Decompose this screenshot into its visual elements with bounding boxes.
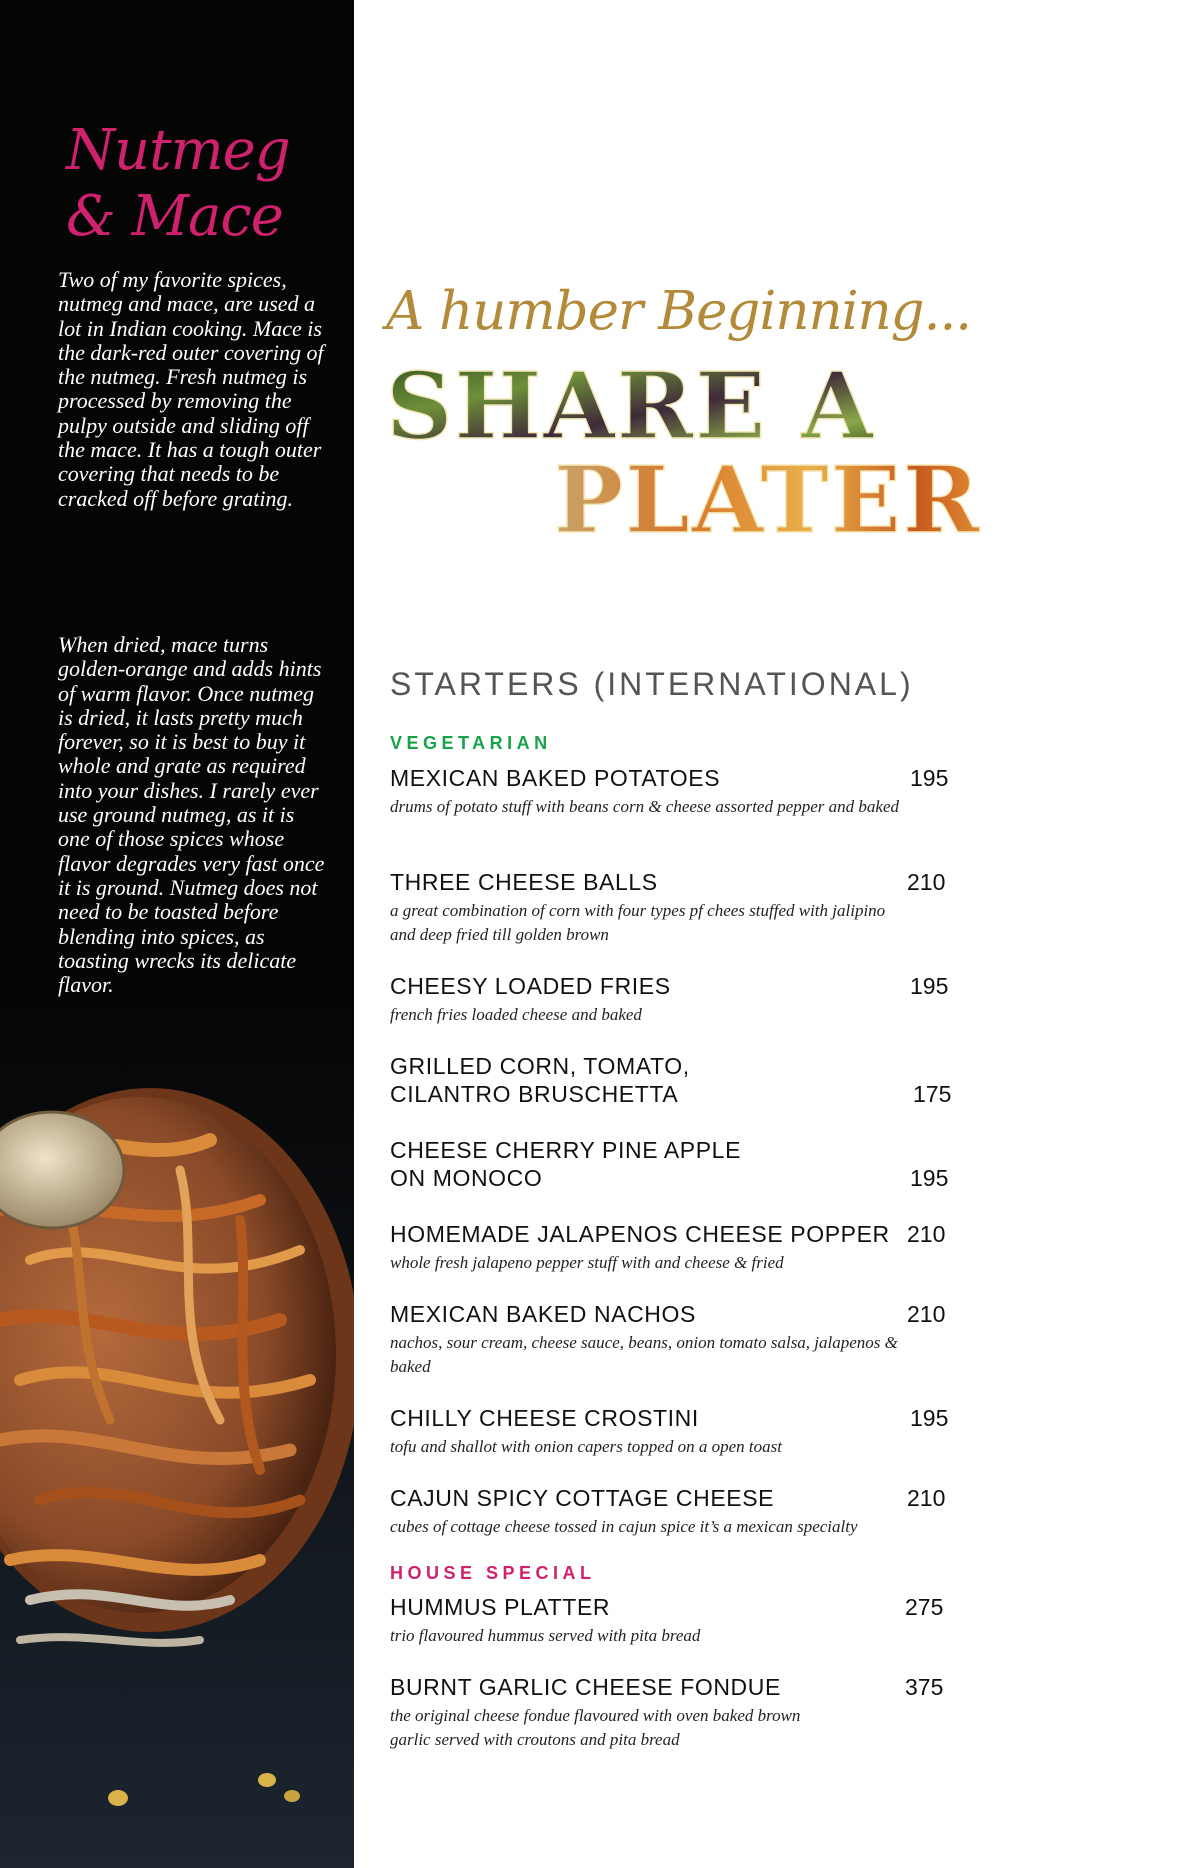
- menu-item-description: the original cheese fondue flavoured with oven baked brown garlic served with croutons and pita bread: [390, 1706, 801, 1749]
- menu-item-description: french fries loaded cheese and baked: [390, 1005, 642, 1024]
- menu-item: [390, 1300, 960, 1379]
- menu-item-price: 175: [913, 1081, 952, 1107]
- menu-item: [390, 972, 960, 1027]
- menu-item-price: 210: [907, 869, 946, 895]
- menu-item: [390, 764, 960, 819]
- menu-item-name: THREE CHEESE BALLS: [390, 869, 658, 895]
- banner-line-1: SHARE A: [386, 356, 875, 460]
- menu-item-description: trio flavoured hummus served with pita bread: [390, 1626, 701, 1645]
- menu-item-name: CHILLY CHEESE CROSTINI: [390, 1405, 699, 1431]
- menu-item-price: 375: [905, 1674, 944, 1700]
- menu-item-description: whole fresh jalapeno pepper stuff with and cheese & fried: [390, 1253, 784, 1272]
- menu-item-description: drums of potato stuff with beans corn & cheese assorted pepper and baked: [390, 797, 900, 816]
- menu-item-name: MEXICAN BAKED POTATOES: [390, 765, 721, 791]
- menu-item-price: 210: [907, 1485, 946, 1511]
- sidebar-title: Nutmeg & Mace: [66, 118, 290, 249]
- menu-item-price: 195: [910, 1165, 949, 1191]
- sidebar-paragraph-1: Two of my favorite spices, nutmeg and mace, are used a lot in Indian cooking. Mace is the dark-red outer covering of the nutmeg. Fresh nutmeg is processed by removing the pulpy outside and sliding off the mace. It has a tough outer covering that needs to be cracked off before grating.: [58, 267, 324, 511]
- menu-item-name: HUMMUS PLATTER: [390, 1594, 611, 1620]
- menu-item-name: CAJUN SPICY COTTAGE CHEESE: [390, 1485, 775, 1511]
- section-title: STARTERS (INTERNATIONAL): [390, 666, 914, 702]
- menu-item: [390, 1136, 960, 1192]
- menu-item-price: 195: [910, 1405, 949, 1431]
- menu-item: [390, 868, 960, 947]
- menu-item-price: 210: [907, 1221, 946, 1247]
- menu-item-name: CHEESE CHERRY PINE APPLE ON MONOCO: [390, 1137, 742, 1191]
- menu-item: [390, 1052, 960, 1108]
- category-vegetarian: VEGETARIAN: [390, 733, 552, 753]
- menu-item-description: nachos, sour cream, cheese sauce, beans, onion tomato salsa, jalapenos & baked: [390, 1333, 898, 1376]
- category-house-special: HOUSE SPECIAL: [390, 1563, 596, 1583]
- menu-item: [390, 1484, 960, 1539]
- menu-item-name: HOMEMADE JALAPENOS CHEESE POPPER: [390, 1221, 890, 1247]
- menu-item: [390, 1404, 960, 1459]
- menu-item-description: cubes of cottage cheese tossed in cajun spice it’s a mexican specialty: [390, 1517, 858, 1536]
- menu-item-price: 195: [910, 765, 949, 791]
- sidebar-paragraph-2: When dried, mace turns golden-orange and adds hints of warm flavor. Once nutmeg is dried, it lasts pretty much forever, so it is best to buy it whole and grate as required into your dishes. I rarely ever use ground nutmeg, as it is one of those spices whose flavor degrades very fast once it is ground. Nutmeg does not need to be toasted before blending into spices, as toasting wrecks its delicate flavor.: [58, 632, 325, 998]
- menu-item-name: MEXICAN BAKED NACHOS: [390, 1301, 696, 1327]
- menu-item-description: a great combination of corn with four types pf chees stuffed with jalipino and deep fried till golden brown: [390, 901, 886, 944]
- menu-item-name: BURNT GARLIC CHEESE FONDUE: [390, 1674, 781, 1700]
- menu-item: [390, 1673, 960, 1752]
- banner-line-2: PLATER: [554, 446, 982, 540]
- menu-item-price: 275: [905, 1594, 944, 1620]
- sidebar-panel: [0, 0, 354, 1868]
- share-a-plater-banner: [386, 356, 1006, 540]
- menu-item-name: GRILLED CORN, TOMATO, CILANTRO BRUSCHETTA: [390, 1053, 690, 1107]
- menu-item-description: tofu and shallot with onion capers topped on a open toast: [390, 1437, 782, 1456]
- nutmeg-mace-bowl-photo: [0, 1000, 354, 1868]
- tagline: A humber Beginning...: [386, 281, 972, 342]
- menu-item: [390, 1220, 960, 1275]
- menu-item-name: CHEESY LOADED FRIES: [390, 973, 671, 999]
- menu-item: [390, 1593, 960, 1648]
- menu-item-price: 195: [910, 973, 949, 999]
- menu-item-price: 210: [907, 1301, 946, 1327]
